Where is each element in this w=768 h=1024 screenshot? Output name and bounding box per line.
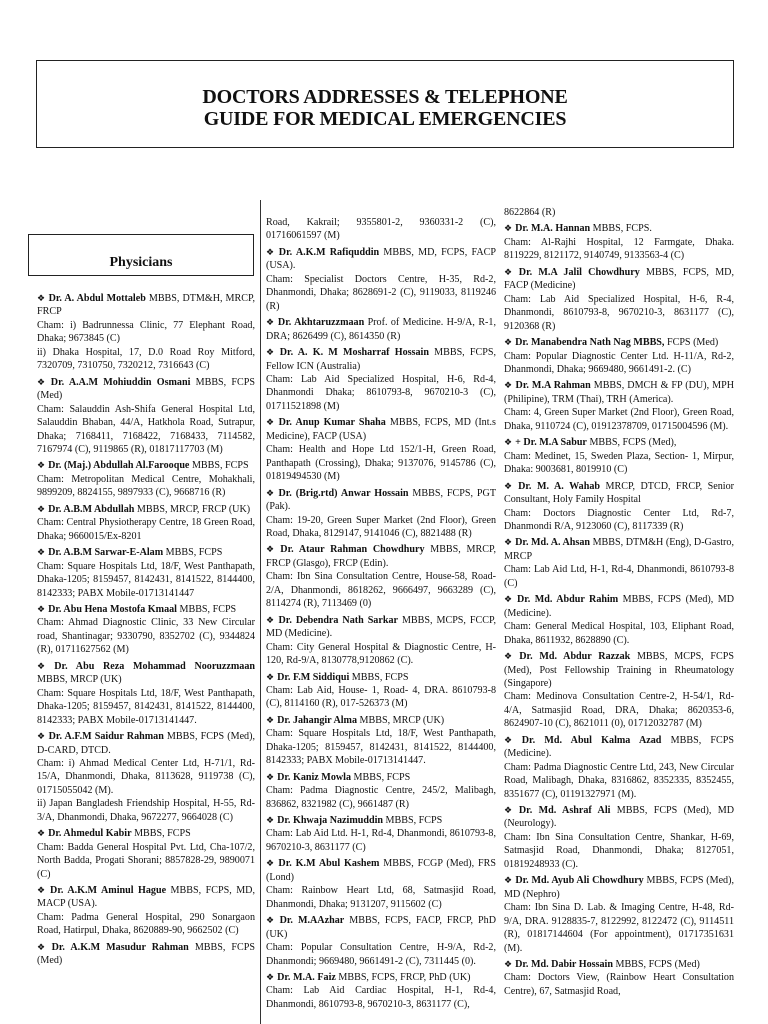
doctor-qualifications: MBBS, FCGP (Med), FRS (Lond) xyxy=(266,858,496,883)
doctor-entry-header xyxy=(504,206,734,219)
doctor-entry xyxy=(37,459,255,499)
diamond-bullet-icon: ❖ xyxy=(266,858,276,869)
doctor-name: Dr. A.K.M Rafiquddin xyxy=(278,246,380,258)
chamber-details: Cham: Square Hospitals Ltd, 18/F, West Panthapath, Dhaka-1205; 8159457, 8142431, 8141522, 8144400, 8142333; PABX Mobile-01713141447. xyxy=(266,728,496,767)
doctor-name: Dr. K.M Abul Kashem xyxy=(278,858,380,870)
doctor-qualifications: MBBS, FCPS (Medicine). xyxy=(504,734,734,760)
doctor-qualifications: MBBS, FCPS xyxy=(351,771,411,783)
diamond-bullet-icon: ❖ xyxy=(266,544,278,555)
doctor-qualifications: MBBS, FCPS, FRCP, PhD (UK) xyxy=(335,972,471,984)
doctor-entry xyxy=(504,379,734,433)
doctor-entry-header xyxy=(266,487,496,514)
doctor-qualifications: MBBS, FCPS xyxy=(349,671,409,683)
doctor-entry xyxy=(266,316,496,343)
doctor-entry xyxy=(266,614,496,668)
doctor-qualifications: MBBS, FCPS (Med) xyxy=(37,941,255,967)
doctor-qualifications: MBBS, FCPS, MD, MACP (USA). xyxy=(37,885,255,910)
diamond-bullet-icon: ❖ xyxy=(266,972,275,983)
chamber-details: Cham: Popular Diagnostic Center Ltd. H-11/A, Rd-2, Dhanmondi, Dhaka; 9669480, 9661491-2. (C) xyxy=(504,350,734,375)
doctor-entry xyxy=(266,416,496,483)
doctor-name: Dr. Md. A. Ahsan xyxy=(515,537,591,549)
chamber-details: Cham: General Medical Hospital, 103, Eliphant Road, Dhaka, 8611932, 8628890 (C). xyxy=(504,621,734,646)
diamond-bullet-icon: ❖ xyxy=(504,875,513,886)
doctor-name: Dr. A.K.M Masudur Rahman xyxy=(51,941,189,953)
doctor-name: Dr. Ahmedul Kabir xyxy=(48,828,132,840)
doctor-entry xyxy=(504,206,734,219)
doctor-qualifications: MBBS, FCPS. xyxy=(590,223,652,235)
diamond-bullet-icon: ❖ xyxy=(266,671,275,682)
chamber-details: Cham: Ibn Sina Consultation Centre, Shankar, H-69, Satmasjid Road, Dhanmondi, Dhaka; 8127051, 01819248933 (C). xyxy=(504,831,734,870)
doctor-entry xyxy=(504,222,734,262)
doctor-qualifications: MBBS, FCPS (Med), MD (Medicine). xyxy=(504,594,734,619)
doctor-name: Dr. Ataur Rahman Chowdhury xyxy=(280,544,425,556)
diamond-bullet-icon: ❖ xyxy=(37,885,48,896)
section-heading-box xyxy=(28,234,254,276)
chamber-details: Cham: Ahmad Diagnostic Clinic, 33 New Circular road, Shantinagar; 9330790, 8352702 (C), 9344824 (R), 01711627562 (M) xyxy=(37,617,255,656)
chamber-details: Cham: Ibn Sina D. Lab. & Imaging Centre, H-48, Rd-9/A, DRA. 9128835-7, 8122992, 8122472 (C), 9114511 (R), 01817144604 (For appointment), 01717351631 (M). xyxy=(504,902,734,954)
doctor-entry-header xyxy=(504,958,734,971)
diamond-bullet-icon: ❖ xyxy=(266,915,277,926)
document-title-line-1: DOCTORS ADDRESSES & TELEPHONE xyxy=(202,86,568,108)
chamber-details: Cham: Lab Aid Specialized Hospital, H-6, R-4, Dhanmondi, 8610793-8, 9670210-3, 8631177 (C), 9120368 (R) xyxy=(504,293,734,332)
doctor-name: Dr. Md. Ashraf Ali xyxy=(518,805,611,817)
doctor-qualifications: MBBS, DTM&H, MRCP, FRCP xyxy=(37,293,255,318)
doctor-name: Dr. A.K.M Aminul Hague xyxy=(50,885,167,897)
doctor-entry xyxy=(266,543,496,610)
diamond-bullet-icon: ❖ xyxy=(504,805,516,816)
chamber-details: Cham: Salauddin Ash-Shifa General Hospital Ltd, Salauddin Bhaban, 44/A, Hatkhola Road, Sutrapur, Dhaka; 7168411, 7168422, 7168433, 7114582, 7167974 (C), 9119865 (R), 01817117703 (M) xyxy=(37,403,255,455)
diamond-bullet-icon: ❖ xyxy=(266,614,276,625)
diamond-bullet-icon: ❖ xyxy=(504,480,516,491)
diamond-bullet-icon: ❖ xyxy=(37,547,46,558)
diamond-bullet-icon: ❖ xyxy=(266,487,276,498)
chamber-details: Cham: Padma General Hospital, 290 Sonargaon Road, Hatirpul, Dhaka, 8620889-90, 9662502 (C) xyxy=(37,911,255,937)
diamond-bullet-icon: ❖ xyxy=(37,660,52,671)
doctor-name: Dr. M.A Rahman xyxy=(515,380,591,392)
doctor-qualifications: MBBS, MRCP (UK) xyxy=(37,674,122,686)
diamond-bullet-icon: ❖ xyxy=(504,266,516,277)
doctor-entry xyxy=(37,941,255,968)
doctor-qualifications: MBBS, FCPS, MD (Int.s Medicine), FACP (USA) xyxy=(266,417,496,442)
doctor-qualifications: Prof. of Medicine. H-9/A, R-1, DRA; 8626499 (C), 8614350 (R) xyxy=(266,317,496,342)
doctor-name: Dr. A. Abdul Mottaleb xyxy=(48,293,146,304)
doctor-name: Dr. A.A.M Mohiuddin Osmani xyxy=(50,376,191,388)
doctor-name: Dr. (Maj.) Abdullah Al.Farooque xyxy=(48,460,190,472)
doctor-qualifications: MBBS, MRCP, FRCP (UK) xyxy=(134,503,251,515)
chamber-details: Cham: Doctors View, (Rainbow Heart Consultation Centre), 67, Satmasjid Road, xyxy=(504,972,734,997)
doctor-name: Dr. Md. Abdur Razzak xyxy=(519,651,631,663)
chamber-details: Cham: Lab Aid Cardiac Hospital, H-1, Rd-4, Dhanmondi, 8610793-8, 9670210-3, 8631177 (C), xyxy=(266,985,496,1010)
diamond-bullet-icon: ❖ xyxy=(266,417,276,428)
doctor-entry xyxy=(266,246,496,313)
diamond-bullet-icon: ❖ xyxy=(37,376,48,387)
doctor-qualifications: MBBS, MCPS, FCCP, MD (Medicine). xyxy=(266,614,496,640)
chamber-details: Cham: i) Ahmad Medical Center Ltd, H-71/1, Rd-15/A, Dhanmondi, Dhaka, 8113628, 9119738 (C), 01715055042 (M). xyxy=(37,757,255,796)
chamber-details: Cham: Padma Diagnostic Centre, 245/2, Malibagh, 836862, 8321982 (C), 9661487 (R) xyxy=(266,785,496,810)
doctor-name: Dr. Debendra Nath Sarkar xyxy=(278,614,398,626)
diamond-bullet-icon: ❖ xyxy=(504,223,513,234)
doctor-entry xyxy=(37,730,255,824)
doctor-qualifications: MBBS, DTM&H (Eng), D-Gastro, MRCP xyxy=(504,537,734,562)
doctor-entry-header xyxy=(266,614,496,641)
doctor-entry-header xyxy=(37,459,255,472)
diamond-bullet-icon: ❖ xyxy=(37,293,46,303)
diamond-bullet-icon: ❖ xyxy=(37,828,46,839)
chamber-details: Cham: Medinet, 15, Sweden Plaza, Section- 1, Mirpur, Dhaka: 9003681, 8019910 (C) xyxy=(504,450,734,476)
chamber-details: Cham: Badda General Hospital Pvt. Ltd, Cha-107/2, North Badda, Progati Shorani; 8857828-29, 9890071 (C) xyxy=(37,841,255,880)
diamond-bullet-icon: ❖ xyxy=(266,317,275,328)
doctor-name: Dr. A.B.M Abdullah xyxy=(48,503,135,515)
column-3 xyxy=(504,206,734,1022)
doctor-qualifications: MBBS, FCPS, FACP, FRCP, PhD (UK) xyxy=(266,915,496,940)
doctor-name: Dr. A.F.M Saidur Rahman xyxy=(48,731,164,743)
chamber-details: Cham: Health and Hope Ltd 152/1-H, Green Road, Panthapath (Crossing), Dhaka; 9137076, 9145786 (C), 01819494530 (M) xyxy=(266,444,496,483)
diamond-bullet-icon: ❖ xyxy=(504,537,513,548)
chamber-details: ii) Dhaka Hospital, 17, D.0 Road Roy Mitford, 7320709, 7310750, 7320212, 7316643 (C) xyxy=(37,346,255,372)
doctor-name: Dr. (Brig.rtd) Anwar Hossain xyxy=(278,487,409,499)
doctor-entry xyxy=(266,671,496,711)
doctor-qualifications: 8622864 (R) xyxy=(504,207,556,218)
doctor-entry xyxy=(266,487,496,541)
doctor-entry-header xyxy=(266,671,496,684)
doctor-entry xyxy=(37,376,255,457)
doctor-entry-header xyxy=(37,884,255,911)
doctor-qualifications: MBBS, FCPS (Med), xyxy=(586,437,677,449)
doctor-entry xyxy=(37,546,255,600)
doctor-entry xyxy=(37,884,255,938)
doctor-qualifications: MBBS, FCPS, MD, FACP (Medicine) xyxy=(504,266,734,292)
document-title-line-2: GUIDE FOR MEDICAL EMERGENCIES xyxy=(203,108,567,130)
doctor-qualifications: MBBS, FCPS xyxy=(131,828,191,840)
doctor-entry xyxy=(266,971,496,1011)
chamber-details: Cham: Lab Aid, House- 1, Road- 4, DRA. 8610793-8 (C), 8114160 (R), 017-526373 (M) xyxy=(266,684,496,710)
diamond-bullet-icon: ❖ xyxy=(504,651,517,662)
doctor-entry xyxy=(504,266,734,333)
doctor-entry-header xyxy=(504,804,734,831)
doctor-name: + Dr. M.A Sabur xyxy=(515,437,587,449)
diamond-bullet-icon: ❖ xyxy=(266,771,275,782)
doctor-entry-header xyxy=(504,536,734,563)
document-title-box xyxy=(36,60,734,148)
chamber-details: Cham: Square Hospitals Ltd, 18/F, West Panthapath, Dhaka-1205; 8159457, 8142431, 8141522, 8144400, 8142333; PABX Mobile-01713141447. xyxy=(37,687,255,726)
doctor-entry-header xyxy=(266,543,496,570)
doctor-entry-header xyxy=(266,714,496,727)
chamber-details: Cham: Medinova Consultation Centre-2, H-54/1, Rd-4/A, Satmasjid Road, DRA, Dhaka; 8620353-6, 8624907-10 (C), 8621011 (0), 01712032787 (M) xyxy=(504,691,734,730)
chamber-details: Cham: Square Hospitals Ltd, 18/F, West Panthapath, Dhaka-1205; 8159457, 8142431, 8141522, 8144400, 8142333; PABX Mobile-01713141447 xyxy=(37,560,255,599)
doctor-entry xyxy=(37,603,255,657)
doctor-name: Dr. Md. Dabir Hossain xyxy=(515,959,613,971)
doctor-entry xyxy=(504,650,734,731)
doctor-name: Dr. Akhtaruzzmaan xyxy=(277,317,365,329)
doctor-name: Dr. A. K. M Mosharraf Hossain xyxy=(279,347,429,359)
doctor-entry-header xyxy=(266,814,496,827)
doctor-entry xyxy=(504,536,734,590)
doctor-qualifications: MBBS, MCPS, FCPS (Med), Post Fellowship Training in Rheumatology (Singapore) xyxy=(504,651,734,689)
doctor-entry-header xyxy=(504,480,734,507)
doctor-qualifications: MBBS, FCPS (Med), D-CARD, DTCD. xyxy=(37,731,255,756)
diamond-bullet-icon: ❖ xyxy=(266,246,276,257)
chamber-details: ii) Japan Bangladesh Friendship Hospital, H-55, Rd-3/A, Dhanmondi, Dhaka, 9672277, 9664028 (C) xyxy=(37,798,255,823)
section-heading: Physicians xyxy=(109,255,173,270)
diamond-bullet-icon: ❖ xyxy=(266,714,275,725)
diamond-bullet-icon: ❖ xyxy=(504,594,514,605)
doctor-entry xyxy=(37,503,255,543)
doctor-entry-header xyxy=(266,857,496,884)
chamber-details: Cham: Lab Aid Ltd, H-1, Rd-4, Dhanmondi, 8610793-8 (C) xyxy=(504,564,734,589)
doctor-entry-header xyxy=(37,603,255,616)
doctor-entry-header xyxy=(504,734,734,761)
doctor-name: Dr. M. A. Wahab xyxy=(518,480,600,492)
chamber-details: Cham: 4, Green Super Market (2nd Floor), Green Road, Dhaka, 9110724 (C), 01912378709, 01715004596 (M). xyxy=(504,407,734,432)
doctor-entry-header xyxy=(504,874,734,901)
doctor-entry-header xyxy=(504,593,734,620)
doctor-entry xyxy=(504,336,734,376)
column-divider xyxy=(260,200,261,1024)
doctor-qualifications: MBBS, FCPS (Med) xyxy=(37,376,255,402)
doctor-entry xyxy=(504,593,734,647)
column-2 xyxy=(266,216,496,1022)
diamond-bullet-icon: ❖ xyxy=(37,731,46,742)
diamond-bullet-icon: ❖ xyxy=(504,734,519,745)
doctor-entry-header xyxy=(266,216,496,243)
doctor-entry xyxy=(37,827,255,881)
doctor-entry xyxy=(504,804,734,871)
doctor-entry xyxy=(266,857,496,911)
doctor-qualifications: MBBS, MRCP (UK) xyxy=(357,714,445,726)
doctor-name: Dr. M.A Jalil Chowdhury xyxy=(518,266,640,278)
doctor-entry-header xyxy=(504,222,734,235)
doctor-name: Dr. Manabendra Nath Nag MBBS, xyxy=(515,337,665,349)
doctor-qualifications: MRCP, DTCD, FRCP, Senior Consultant, Holy Family Hospital xyxy=(504,480,734,506)
doctor-qualifications: FCPS (Med) xyxy=(664,337,719,349)
doctor-name: Dr. Kaniz Mowla xyxy=(277,771,352,783)
diamond-bullet-icon: ❖ xyxy=(266,815,275,826)
chamber-details: Cham: Doctors Diagnostic Center Ltd, Rd-7, Dhanmondi R/A, 9123060 (C), 8117339 (R) xyxy=(504,507,734,532)
diamond-bullet-icon: ❖ xyxy=(504,380,513,391)
doctor-name: Dr. Md. Ayub Ali Chowdhury xyxy=(515,875,644,887)
doctor-entry-header xyxy=(266,416,496,443)
doctor-entry-header xyxy=(37,730,255,757)
doctor-name: Dr. Jahangir Alma xyxy=(277,714,357,726)
doctor-qualifications: MBBS, FCPS, Fellow ICN (Australia) xyxy=(266,347,496,372)
doctor-qualifications: MBBS, FCPS (Med) xyxy=(612,959,700,971)
doctor-entry xyxy=(504,874,734,955)
doctor-entry-header xyxy=(37,827,255,840)
chamber-details: Cham: 19-20, Green Super Market (2nd Floor), Green Road, Dhaka, 8129147, 9141046 (C), 8821488 (R) xyxy=(266,514,496,539)
doctor-qualifications: MBBS, FCPS, PGT (Pak). xyxy=(266,487,496,513)
doctor-entry-header xyxy=(504,436,734,449)
doctor-entry-header xyxy=(266,316,496,343)
doctor-qualifications: MBBS, DMCH & FP (DU), MPH (Philipine), TRM (Thai), TRH (America). xyxy=(504,380,734,405)
doctor-entry-header xyxy=(266,914,496,941)
doctor-entry xyxy=(266,714,496,768)
doctor-entry xyxy=(504,436,734,476)
doctor-name: Dr. M.AAzhar xyxy=(279,915,345,927)
column-1 xyxy=(37,292,255,1022)
doctor-entry xyxy=(266,771,496,811)
chamber-details: Cham: Specialist Doctors Centre, H-35, Rd-2, Dhanmondi, Dhaka; 8628691-2 (C), 9119033, 8119246 (R) xyxy=(266,273,496,312)
doctor-name: Dr. Abu Reza Mohammad Nooruzzmaan xyxy=(54,660,255,672)
chamber-details: Cham: City General Hospital & Diagnostic Centre, H-120, Rd-9/A, 8130778,9120862 (C). xyxy=(266,641,496,667)
chamber-details: Cham: Popular Consultation Centre, H-9/A, Rd-2, Dhanmondi; 9669480, 9661491-2 (C), 7311445 (0). xyxy=(266,942,496,967)
doctor-entry-header xyxy=(504,336,734,349)
doctor-entry-header xyxy=(266,246,496,273)
doctor-entry xyxy=(266,216,496,243)
diamond-bullet-icon: ❖ xyxy=(266,347,277,358)
doctor-name: Dr. F.M Siddiqui xyxy=(277,671,350,683)
doctor-entry xyxy=(266,346,496,413)
chamber-details: Cham: Padma Diagnostic Centre Ltd, 243, New Circular Road, Malibagh, Dhaka, 8316862, 8352335, 8352455, 8351677 (C), 01191327971 (M). xyxy=(504,761,734,800)
doctor-entry-header xyxy=(37,376,255,403)
doctor-qualifications: MBBS, FCPS xyxy=(383,815,443,827)
doctor-entry-header xyxy=(266,971,496,984)
doctor-name: Dr. Khwaja Nazimuddin xyxy=(277,815,383,827)
doctor-entry-header xyxy=(37,546,255,559)
chamber-details: Cham: Metropolitan Medical Centre, Mohakhali, 9899209, 8824155, 9897933 (C), 9668716 (R) xyxy=(37,473,255,499)
diamond-bullet-icon: ❖ xyxy=(37,603,46,614)
doctor-entry-header xyxy=(37,941,255,968)
doctor-name: Dr. Md. Abul Kalma Azad xyxy=(521,734,662,746)
doctor-name: Dr. Abu Hena Mostofa Kmaal xyxy=(48,603,177,615)
doctor-qualifications: Road, Kakrail; 9355801-2, 9360331-2 (C), 01716061597 (M) xyxy=(266,217,496,242)
diamond-bullet-icon: ❖ xyxy=(37,503,46,514)
chamber-details: Cham: Al-Rajhi Hospital, 12 Farmgate, Dhaka. 8119229, 8121172, 9140749, 9133563-4 (C) xyxy=(504,236,734,262)
diamond-bullet-icon: ❖ xyxy=(504,959,513,970)
doctor-entry xyxy=(37,292,255,373)
doctor-entry xyxy=(504,958,734,998)
doctor-entry xyxy=(504,480,734,534)
doctor-name: Dr. Anup Kumar Shaha xyxy=(278,417,386,429)
doctor-qualifications: MBBS, MD, FCPS, FACP (USA). xyxy=(266,246,496,272)
diamond-bullet-icon: ❖ xyxy=(37,941,49,952)
chamber-details: Cham: Ibn Sina Consultation Centre, House-58, Road-2/A, Dhanmondi, 8618262, 9666497, 9663289 (C), 8114274 (R), 7113469 (0) xyxy=(266,571,496,610)
doctor-qualifications: MBBS, MRCP, FRCP (Glasgo), FRCP (Edin). xyxy=(266,544,496,569)
doctor-entry-header xyxy=(37,292,255,319)
doctor-entry-header xyxy=(504,650,734,690)
chamber-details: Cham: Central Physiotherapy Centre, 18 Green Road, Dhaka; 9660015/Ex-8201 xyxy=(37,517,255,542)
doctor-entry-header xyxy=(266,771,496,784)
doctor-entry-header xyxy=(504,379,734,406)
doctor-entry-header xyxy=(504,266,734,293)
doctor-entry xyxy=(266,814,496,854)
chamber-details: Cham: Lab Aid Specialized Hospital, H-6, Rd-4, Dhanmondi Dhaka; 8610793-8, 9670210-3 (C), 01711521898 (M) xyxy=(266,373,496,412)
doctor-qualifications: MBBS, FCPS xyxy=(189,460,249,472)
doctor-qualifications: MBBS, FCPS xyxy=(176,603,237,615)
doctor-entry xyxy=(504,734,734,801)
diamond-bullet-icon: ❖ xyxy=(37,460,46,471)
chamber-details: Cham: i) Badrunnessa Clinic, 77 Elephant Road, Dhaka; 9673845 (C) xyxy=(37,319,255,345)
doctor-name: Dr. M.A. Faiz xyxy=(277,972,336,984)
doctor-entry xyxy=(37,660,255,727)
doctor-name: Dr. A.B.M Sarwar-E-Alam xyxy=(48,547,164,559)
doctor-name: Dr. M.A. Hannan xyxy=(515,223,591,235)
doctor-name: Dr. Md. Abdur Rahim xyxy=(516,594,619,606)
doctor-entry xyxy=(266,914,496,968)
chamber-details: Cham: Lab Aid Ltd. H-1, Rd-4, Dhanmondi, 8610793-8, 9670210-3, 8631177 (C) xyxy=(266,828,496,853)
diamond-bullet-icon: ❖ xyxy=(504,437,513,448)
doctor-qualifications: MBBS, FCPS (Med), MD (Nephro) xyxy=(504,875,734,900)
doctor-qualifications: MBBS, FCPS (Med), MD (Neurology). xyxy=(504,805,734,830)
doctor-entry-header xyxy=(37,660,255,687)
doctor-qualifications: MBBS, FCPS xyxy=(163,547,223,559)
diamond-bullet-icon: ❖ xyxy=(504,337,513,348)
chamber-details: Cham: Rainbow Heart Ltd, 68, Satmasjid Road, Dhanmondi, Dhaka; 9131207, 9115602 (C) xyxy=(266,885,496,910)
doctor-entry-header xyxy=(37,503,255,516)
doctor-entry-header xyxy=(266,346,496,373)
